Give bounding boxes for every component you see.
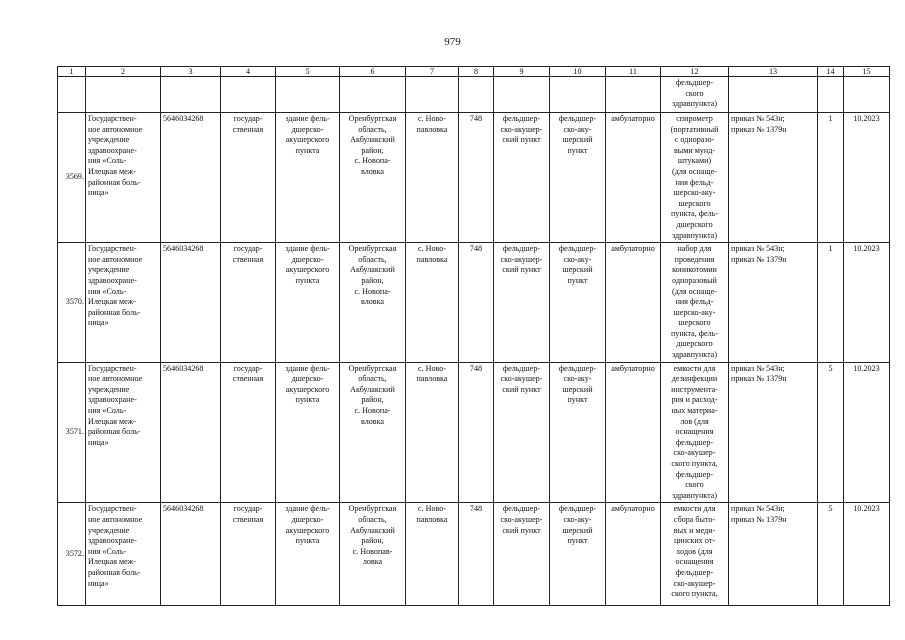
- cell-code: 748: [459, 362, 494, 503]
- cell-order: приказ № 543н; приказ № 1379н: [729, 113, 818, 243]
- cell-row-number: 3569.: [58, 113, 86, 243]
- cell-care-type: амбулаторно: [606, 113, 661, 243]
- cell-locality: с. Ново- павловка: [406, 362, 459, 503]
- cell-quantity: 1: [818, 113, 844, 243]
- table-row: [58, 503, 890, 606]
- cell-region: Оренбургская область, Акбулакский район, с. Новопа- вловка: [340, 362, 406, 503]
- cell-row-number: 3571.: [58, 362, 86, 503]
- cell-row-number: 3572.: [58, 503, 86, 606]
- col-number: 5: [276, 67, 340, 77]
- cell-row-number: 3570.: [58, 243, 86, 363]
- cell-subunit: фельдшер- ско-аку- шерский пункт: [550, 362, 606, 503]
- col-number: 2: [86, 67, 161, 77]
- cell-building: здание фель- дшерско- акушерского пункта: [276, 503, 340, 606]
- cell-organization: Государствен- ное автономное учреждение здравоохране- ния «Соль- Илецкая меж- районная боль- ница»: [86, 113, 161, 243]
- cell-ownership: государ- ственная: [221, 503, 276, 606]
- cell-locality: с. Ново- павловка: [406, 113, 459, 243]
- col-number: 3: [161, 67, 221, 77]
- table-row: [58, 113, 890, 243]
- cell-unit: фельдшер- ско-акушер- ский пункт: [494, 243, 550, 363]
- cell-inn: 5646034268: [161, 362, 221, 503]
- cell-order: приказ № 543н; приказ № 1379н: [729, 503, 818, 606]
- cell-code: 748: [459, 113, 494, 243]
- col-number: 12: [661, 67, 729, 77]
- col-number: 13: [729, 67, 818, 77]
- cell-ownership: государ- ственная: [221, 113, 276, 243]
- cell-inn: 5646034268: [161, 503, 221, 606]
- cell-date: 10.2023: [844, 362, 890, 503]
- cell-unit: фельдшер- ско-акушер- ский пункт: [494, 362, 550, 503]
- cell-equipment: фельдшер- ского здравпункта): [661, 77, 729, 113]
- cell-ownership: государ- ственная: [221, 243, 276, 363]
- cell-region: Оренбургская область, Акбулакский район, с. Новопав- ловка: [340, 503, 406, 606]
- cell-inn: 5646034268: [161, 113, 221, 243]
- col-number: 11: [606, 67, 661, 77]
- cell-code: 748: [459, 243, 494, 363]
- registry-table: [57, 66, 890, 606]
- col-number: 6: [340, 67, 406, 77]
- col-number: 4: [221, 67, 276, 77]
- col-number: 14: [818, 67, 844, 77]
- cell-date: 10.2023: [844, 243, 890, 363]
- cell-subunit: фельдшер- ско-аку- шерский пункт: [550, 243, 606, 363]
- col-number: 9: [494, 67, 550, 77]
- cell-unit: фельдшер- ско-акушер- ский пункт: [494, 503, 550, 606]
- cell-order: приказ № 543н; приказ № 1379н: [729, 243, 818, 363]
- table-row: [58, 362, 890, 503]
- col-number: 10: [550, 67, 606, 77]
- cell-order: приказ № 543н; приказ № 1379н: [729, 362, 818, 503]
- cell-unit: фельдшер- ско-акушер- ский пункт: [494, 113, 550, 243]
- cell-locality: с. Ново- павловка: [406, 503, 459, 606]
- cell-region: Оренбургская область, Акбулакский район, с. Новопа- вловка: [340, 113, 406, 243]
- cell-care-type: амбулаторно: [606, 503, 661, 606]
- cell-inn: 5646034268: [161, 243, 221, 363]
- page-number: 979: [444, 36, 461, 48]
- cell-date: 10.2023: [844, 503, 890, 606]
- cell-subunit: фельдшер- ско-аку- шерский пункт: [550, 113, 606, 243]
- col-number: 15: [844, 67, 890, 77]
- col-number: 1: [58, 67, 86, 77]
- cell-building: здание фель- дшерско- акушерского пункта: [276, 362, 340, 503]
- cell-care-type: амбулаторно: [606, 362, 661, 503]
- cell-quantity: 5: [818, 503, 844, 606]
- cell-equipment: спирометр (портативный с одноразо- выми мунд- штуками) (для оснаще- ния фельд- шерско-аку- шерского пункта, фель- дшерского здравпункта): [661, 113, 729, 243]
- cell-care-type: амбулаторно: [606, 243, 661, 363]
- cell-equipment: емкости для сбора быто- вых и меди- цинских от- ходов (для оснащения фельдшер- ско-акушер- ского пункта,: [661, 503, 729, 606]
- cell-equipment: емкости для дезинфекции инструмента- рия и расход- ных материа- лов (для оснащения фельдшер- ско-акушер- ского пункта, фельдшер- ского здравпункта): [661, 362, 729, 503]
- cell-locality: с. Ново- павловка: [406, 243, 459, 363]
- cell-building: здание фель- дшерско- акушерского пункта: [276, 243, 340, 363]
- cell-date: 10.2023: [844, 113, 890, 243]
- cell-region: Оренбургская область, Акбулакский район, с. Новопа- вловка: [340, 243, 406, 363]
- cell-code: 748: [459, 503, 494, 606]
- table-row: [58, 243, 890, 363]
- cell-subunit: фельдшер- ско-аку- шерский пункт: [550, 503, 606, 606]
- cell-organization: Государствен- ное автономное учреждение здравоохране- ния «Соль- Илецкая меж- районная боль- ница»: [86, 503, 161, 606]
- col-number: 7: [406, 67, 459, 77]
- cell-quantity: 1: [818, 243, 844, 363]
- cell-quantity: 5: [818, 362, 844, 503]
- cell-equipment: набор для проведения коникотомии одноразовый (для оснаще- ния фельд- шерско-аку- шерского пункта, фель- дшерского здравпункта): [661, 243, 729, 363]
- col-number: 8: [459, 67, 494, 77]
- cell-organization: Государствен- ное автономное учреждение здравоохране- ния «Соль- Илецкая меж- районная боль- ница»: [86, 243, 161, 363]
- cell-building: здание фель- дшерско- акушерского пункта: [276, 113, 340, 243]
- continuation-row: [58, 77, 890, 113]
- cell-ownership: государ- ственная: [221, 362, 276, 503]
- cell-organization: Государствен- ное автономное учреждение здравоохране- ния «Соль- Илецкая меж- районная боль- ница»: [86, 362, 161, 503]
- column-number-row: [58, 67, 890, 77]
